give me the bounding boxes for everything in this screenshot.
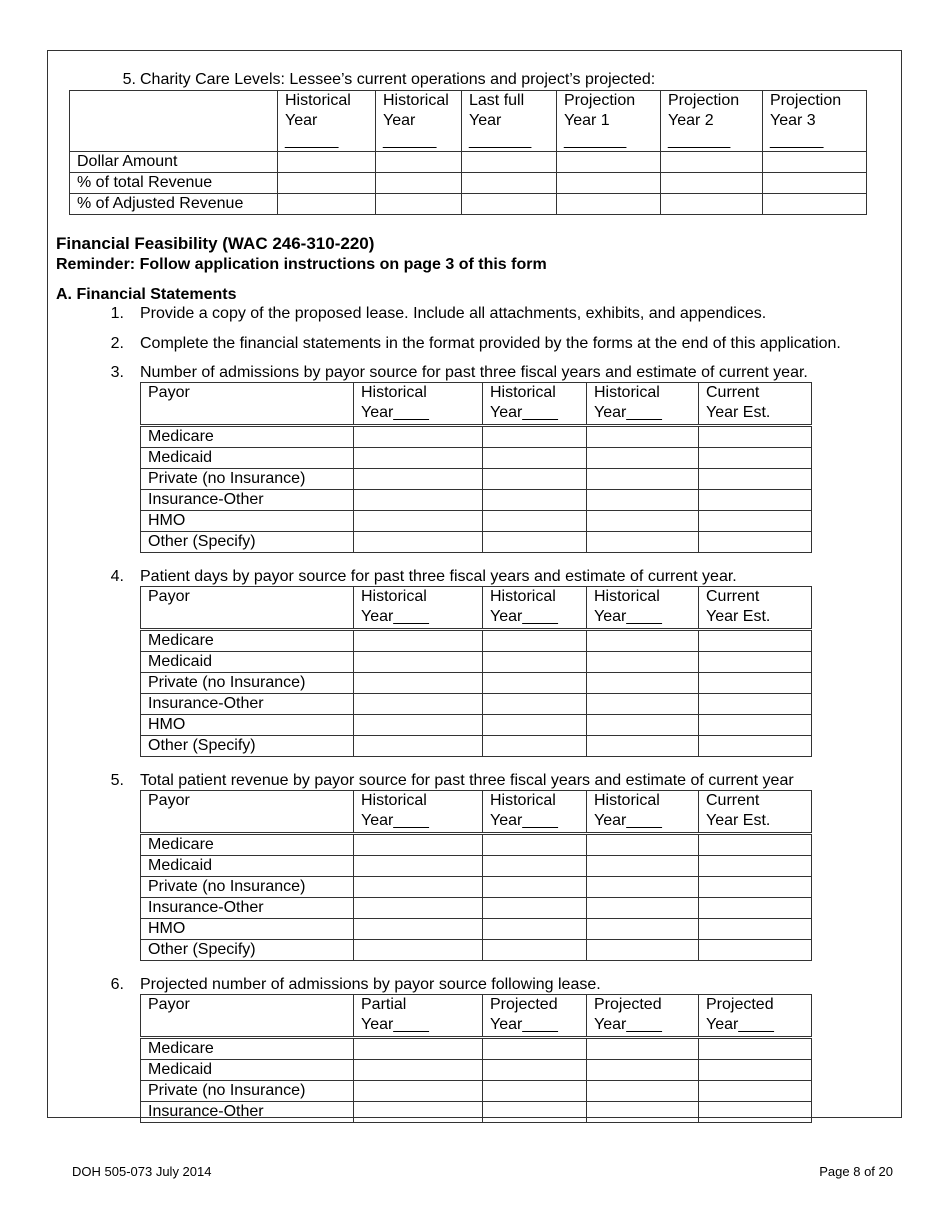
payor-label: Insurance-Other [141,490,354,511]
year-column-header: Historical Year____ [483,791,587,834]
input-cell[interactable] [699,1102,812,1123]
item-number: 4. [110,568,124,585]
payor-header-row [141,587,812,630]
input-cell[interactable] [354,694,483,715]
input-cell[interactable] [483,511,587,532]
year-column-header: Projected Year____ [483,995,587,1038]
input-cell[interactable] [587,856,699,877]
input-cell[interactable] [483,630,587,652]
patient-days-table [140,586,812,757]
input-cell[interactable] [699,1060,812,1081]
reminder-text: Reminder: Follow application instructions on page 3 of this form [56,256,547,273]
payor-column-header: Payor [141,791,354,834]
input-cell[interactable] [483,1060,587,1081]
input-cell[interactable] [587,652,699,673]
table-row [141,630,812,652]
payor-label: Medicaid [141,652,354,673]
input-cell[interactable] [587,736,699,757]
input-cell[interactable] [483,426,587,448]
input-cell[interactable] [483,469,587,490]
input-cell[interactable] [354,898,483,919]
item-text: Number of admissions by payor source for past three fiscal years and estimate of current year. [140,364,808,381]
input-cell[interactable] [354,426,483,448]
input-cell[interactable] [699,940,812,961]
input-cell[interactable] [354,834,483,856]
input-cell[interactable] [354,877,483,898]
input-cell[interactable] [483,673,587,694]
input-cell[interactable] [354,673,483,694]
input-cell[interactable] [763,194,867,215]
admissions-table [140,382,812,553]
input-cell[interactable] [587,940,699,961]
payor-column-header: Payor [141,587,354,630]
payor-label: Insurance-Other [141,1102,354,1123]
item-number: 6. [110,976,124,993]
input-cell[interactable] [354,490,483,511]
year-column-header: Historical Year____ [354,791,483,834]
projected-admissions-table [140,994,812,1123]
year-column-header: Current Year Est. [699,791,812,834]
year-column-header: Current Year Est. [699,383,812,426]
input-cell[interactable] [699,856,812,877]
payor-header-row [141,995,812,1038]
table-row [141,898,812,919]
input-cell[interactable] [483,1038,587,1060]
payor-label: Private (no Insurance) [141,469,354,490]
input-cell[interactable] [354,511,483,532]
table-row [141,1060,812,1081]
row-label: % of total Revenue [70,173,278,194]
table-row [70,173,867,194]
input-cell[interactable] [483,490,587,511]
input-cell[interactable] [483,694,587,715]
payor-label: Medicaid [141,448,354,469]
year-column-header: Historical Year____ [587,791,699,834]
year-column-header: Partial Year____ [354,995,483,1038]
item-text: Total patient revenue by payor source for past three fiscal years and estimate of current year [140,772,794,789]
payor-column-header: Payor [141,995,354,1038]
payor-column-header: Payor [141,383,354,426]
item-number: 3. [110,364,124,381]
table-row [141,919,812,940]
input-cell[interactable] [587,715,699,736]
input-cell[interactable] [587,1060,699,1081]
table-row [141,652,812,673]
year-column-header: Projected Year____ [699,995,812,1038]
table-row [141,694,812,715]
year-column-header: Historical Year____ [587,587,699,630]
item-text: Provide a copy of the proposed lease. Include all attachments, exhibits, and appendices. [140,305,767,322]
input-cell[interactable] [699,834,812,856]
input-cell[interactable] [587,1102,699,1123]
financial-statements-subheading: A. Financial Statements [56,286,237,303]
input-cell[interactable] [661,152,763,173]
charity-header-cell: Historical Year ______ [376,91,462,152]
payor-label: Other (Specify) [141,736,354,757]
table-row [141,1038,812,1060]
table-row [141,426,812,448]
payor-label: HMO [141,715,354,736]
payor-label: Private (no Insurance) [141,673,354,694]
input-cell[interactable] [661,173,763,194]
charity-header-cell: Historical Year ______ [278,91,376,152]
payor-label: Medicare [141,426,354,448]
input-cell[interactable] [483,652,587,673]
payor-label: HMO [141,511,354,532]
charity-header-cell: Projection Year 1 _______ [557,91,661,152]
input-cell[interactable] [483,448,587,469]
input-cell[interactable] [483,532,587,553]
item-text: Projected number of admissions by payor source following lease. [140,976,601,993]
item-text: Patient days by payor source for past three fiscal years and estimate of current year. [140,568,737,585]
charity-header-cell: Projection Year 2 _______ [661,91,763,152]
table-row [141,940,812,961]
input-cell[interactable] [354,856,483,877]
input-cell[interactable] [699,1081,812,1102]
table-row [141,736,812,757]
input-cell[interactable] [699,448,812,469]
input-cell[interactable] [354,469,483,490]
input-cell[interactable] [699,715,812,736]
payor-label: Medicare [141,1038,354,1060]
item-text: Complete the financial statements in the format provided by the forms at the end of this application. [140,335,841,352]
input-cell[interactable] [483,898,587,919]
input-cell[interactable] [376,194,462,215]
input-cell[interactable] [354,1102,483,1123]
charity-header-blank [70,91,278,152]
payor-label: Private (no Insurance) [141,1081,354,1102]
payor-label: Private (no Insurance) [141,877,354,898]
payor-label: Medicare [141,630,354,652]
input-cell[interactable] [354,736,483,757]
input-cell[interactable] [763,152,867,173]
year-column-header: Projected Year____ [587,995,699,1038]
input-cell[interactable] [699,898,812,919]
input-cell[interactable] [699,630,812,652]
input-cell[interactable] [699,694,812,715]
input-cell[interactable] [587,1038,699,1060]
year-column-header: Current Year Est. [699,587,812,630]
input-cell[interactable] [699,490,812,511]
table-row [141,1081,812,1102]
input-cell[interactable] [278,152,376,173]
table-row [141,1102,812,1123]
payor-label: Insurance-Other [141,694,354,715]
input-cell[interactable] [587,426,699,448]
input-cell[interactable] [354,715,483,736]
input-cell[interactable] [699,532,812,553]
input-cell[interactable] [699,1038,812,1060]
input-cell[interactable] [354,1081,483,1102]
input-cell[interactable] [354,940,483,961]
input-cell[interactable] [661,194,763,215]
item-number: 5. [110,772,124,789]
table-row [70,194,867,215]
table-row [141,715,812,736]
item-number: 1. [110,305,124,322]
input-cell[interactable] [587,1081,699,1102]
input-cell[interactable] [483,940,587,961]
input-cell[interactable] [483,736,587,757]
input-cell[interactable] [354,1038,483,1060]
input-cell[interactable] [483,834,587,856]
row-label: Dollar Amount [70,152,278,173]
charity-header-cell: Last full Year _______ [462,91,557,152]
input-cell[interactable] [354,630,483,652]
input-cell[interactable] [763,173,867,194]
table-row [141,511,812,532]
input-cell[interactable] [587,469,699,490]
input-cell[interactable] [587,673,699,694]
table-row [141,490,812,511]
input-cell[interactable] [462,194,557,215]
payor-header-row [141,791,812,834]
input-cell[interactable] [376,173,462,194]
form-id: DOH 505-073 July 2014 [72,1164,212,1179]
input-cell[interactable] [376,152,462,173]
input-cell[interactable] [462,173,557,194]
charity-care-table [69,90,867,215]
input-cell[interactable] [354,532,483,553]
input-cell[interactable] [699,673,812,694]
charity-header-cell: Projection Year 3 ______ [763,91,867,152]
input-cell[interactable] [354,652,483,673]
page-number: Page 8 of 20 [819,1164,893,1179]
input-cell[interactable] [483,715,587,736]
table-row [141,856,812,877]
payor-label: HMO [141,919,354,940]
input-cell[interactable] [483,877,587,898]
input-cell[interactable] [699,877,812,898]
input-cell[interactable] [587,898,699,919]
input-cell[interactable] [354,448,483,469]
input-cell[interactable] [557,173,661,194]
input-cell[interactable] [587,532,699,553]
input-cell[interactable] [354,919,483,940]
input-cell[interactable] [483,919,587,940]
year-column-header: Historical Year____ [483,383,587,426]
table-row [141,834,812,856]
input-cell[interactable] [699,469,812,490]
input-cell[interactable] [278,173,376,194]
input-cell[interactable] [699,919,812,940]
year-column-header: Historical Year____ [354,587,483,630]
input-cell[interactable] [699,511,812,532]
input-cell[interactable] [699,426,812,448]
financial-feasibility-heading: Financial Feasibility (WAC 246-310-220) [56,234,375,253]
item-number: 2. [110,335,124,352]
input-cell[interactable] [557,152,661,173]
year-column-header: Historical Year____ [587,383,699,426]
table-row [141,877,812,898]
table-row [141,469,812,490]
input-cell[interactable] [557,194,661,215]
input-cell[interactable] [354,1060,483,1081]
table-row [141,448,812,469]
input-cell[interactable] [587,694,699,715]
payor-label: Medicaid [141,856,354,877]
payor-label: Other (Specify) [141,532,354,553]
table-row [70,152,867,173]
year-column-header: Historical Year____ [483,587,587,630]
charity-title: Charity Care Levels: Lessee’s current operations and project’s projected: [140,71,656,88]
input-cell[interactable] [587,630,699,652]
input-cell[interactable] [587,490,699,511]
payor-label: Insurance-Other [141,898,354,919]
input-cell[interactable] [483,1081,587,1102]
input-cell[interactable] [483,1102,587,1123]
table-row [141,673,812,694]
input-cell[interactable] [587,834,699,856]
input-cell[interactable] [699,736,812,757]
row-label: % of Adjusted Revenue [70,194,278,215]
input-cell[interactable] [483,856,587,877]
payor-label: Medicare [141,834,354,856]
input-cell[interactable] [587,877,699,898]
payor-label: Other (Specify) [141,940,354,961]
input-cell[interactable] [587,919,699,940]
patient-revenue-table [140,790,812,961]
table-row [141,532,812,553]
charity-header-row [70,91,867,152]
input-cell[interactable] [699,652,812,673]
charity-item-number: 5. [122,71,136,88]
payor-header-row [141,383,812,426]
input-cell[interactable] [587,448,699,469]
year-column-header: Historical Year____ [354,383,483,426]
input-cell[interactable] [278,194,376,215]
input-cell[interactable] [587,511,699,532]
payor-label: Medicaid [141,1060,354,1081]
input-cell[interactable] [462,152,557,173]
